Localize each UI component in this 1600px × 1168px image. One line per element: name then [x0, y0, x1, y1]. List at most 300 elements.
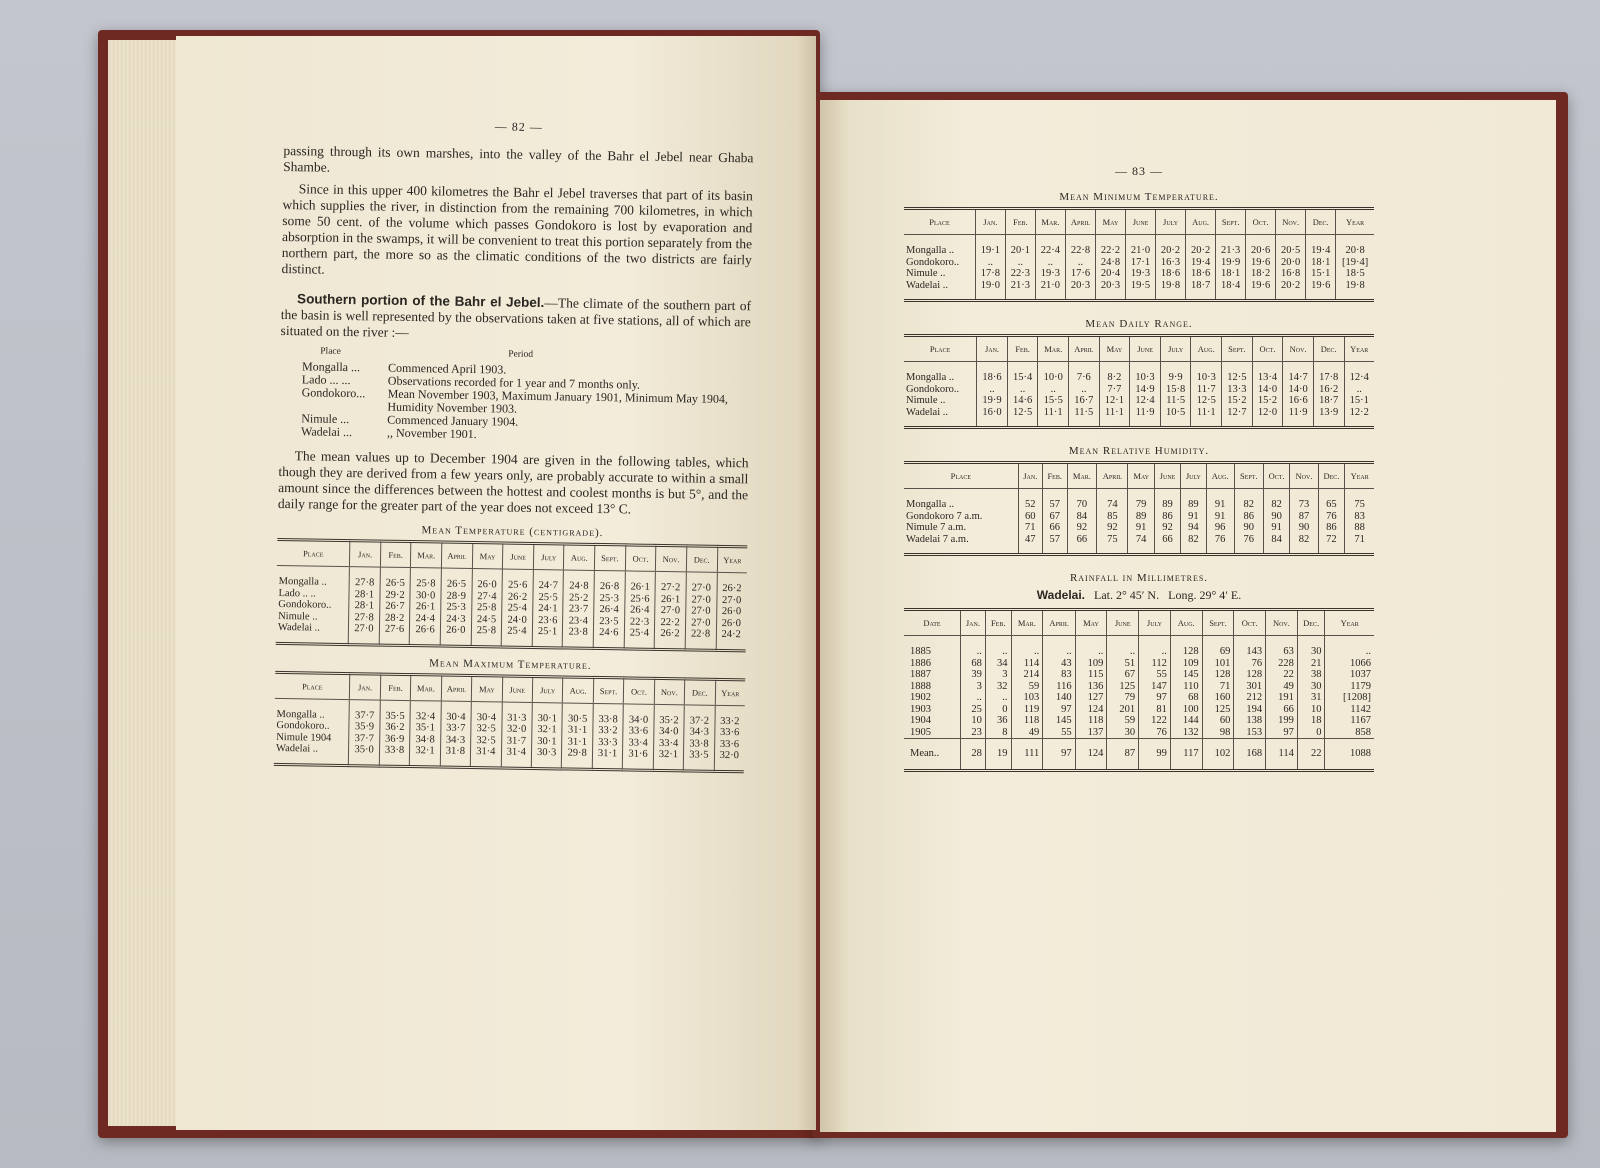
table-cell: ..	[977, 384, 1008, 396]
page-number-left: — 82 —	[494, 119, 543, 135]
table-cell: 0	[985, 704, 1011, 716]
column-header: April	[1097, 463, 1128, 489]
table-cell: 28	[960, 739, 985, 771]
table-cell: 111	[1011, 739, 1043, 771]
table-cell: 32·4	[410, 700, 441, 722]
rainfall-table	[904, 608, 1374, 772]
table-cell: 110	[1170, 681, 1202, 693]
table-cell: 140	[1043, 692, 1075, 704]
table-cell: 17·8	[975, 268, 1005, 280]
table-cell: 35·2	[654, 704, 685, 726]
column-header: Dec.	[1313, 336, 1344, 362]
table-cell: 136	[1075, 681, 1107, 693]
table-cell: 71	[1202, 681, 1234, 693]
table-cell: 88	[1345, 522, 1374, 534]
table-cell: 143	[1234, 636, 1266, 658]
table-cell: 26·0	[716, 606, 746, 618]
table-cell: 12·1	[1099, 395, 1130, 407]
table-cell: 33·8	[379, 745, 410, 766]
table-cell: 33·6	[623, 725, 654, 737]
row-label: 1887	[910, 669, 931, 680]
column-header: Jan.	[350, 541, 381, 567]
table-cell: 19·6	[1246, 257, 1276, 269]
column-header: Mar.	[1035, 209, 1065, 235]
table-cell: 20·2	[1156, 235, 1186, 257]
table-cell: 85	[1097, 511, 1128, 523]
table-cell: 145	[1170, 669, 1202, 681]
table-cell: 12·5	[1222, 362, 1253, 384]
row-label: 1905	[910, 726, 931, 738]
table-cell: 27·8	[349, 612, 380, 624]
table-cell: 12·0	[1252, 407, 1283, 428]
column-header: June	[1126, 209, 1156, 235]
station-period: Commenced January 1904.	[387, 412, 519, 429]
row-label: Mongalla ..	[906, 372, 955, 383]
table-cell: 90	[1234, 522, 1263, 534]
table-cell: 24·7	[533, 569, 564, 591]
table-cell: 125	[1107, 681, 1139, 693]
table-cell: 20·8	[1336, 235, 1374, 257]
station-name: Nimule ...	[301, 411, 350, 427]
table-cell: [19·4]	[1336, 257, 1374, 269]
table-cell: 1088	[1325, 739, 1374, 771]
table-cell: 128	[1234, 669, 1266, 681]
column-header: Oct.	[1246, 209, 1276, 235]
table-cell: 22·3	[624, 616, 655, 628]
column-header: July	[1160, 336, 1191, 362]
table-cell: 25·3	[441, 602, 472, 614]
station-name: Lado ... ...	[301, 372, 351, 388]
table-cell: 30·5	[562, 702, 593, 724]
column-header: Place	[275, 672, 350, 699]
table-cell: 26·7	[380, 601, 411, 613]
table-cell: 31	[1297, 692, 1325, 704]
table-cell: 27·0	[686, 594, 717, 606]
table-cell: ..	[1038, 384, 1069, 396]
table-cell: 97	[1043, 739, 1075, 771]
table-cell: 119	[1011, 704, 1043, 716]
table-cell: ..	[1069, 384, 1100, 396]
table-cell: 94	[1181, 522, 1206, 534]
column-header: Feb.	[380, 674, 411, 700]
table-cell: 26·0	[440, 625, 471, 646]
table-cell: 301	[1234, 681, 1266, 693]
table-cell: 21·0	[1035, 280, 1065, 301]
column-header: May	[1099, 336, 1130, 362]
table-cell: 55	[1139, 669, 1171, 681]
table-cell: ..	[985, 692, 1011, 704]
column-header: Feb.	[1007, 336, 1038, 362]
rainfall-lat: Lat. 2° 45′ N.	[1094, 588, 1160, 602]
table-cell: 20·2	[1186, 235, 1216, 257]
table-cell: 25·1	[532, 626, 563, 647]
row-label: Gondokoro..	[906, 383, 960, 395]
table-cell: 19	[985, 739, 1011, 771]
table-cell: 59	[1011, 681, 1043, 693]
left-page-content	[274, 116, 754, 773]
table-cell: 153	[1234, 727, 1266, 739]
table-cell: 20·3	[1095, 280, 1125, 301]
column-header: Jan.	[975, 209, 1005, 235]
mean-row	[904, 739, 1374, 771]
column-header: Nov.	[656, 545, 687, 571]
left-page	[176, 36, 816, 1130]
table-cell: 28·2	[379, 612, 410, 624]
table-cell: 118	[1075, 715, 1107, 727]
table-cell: 12·4	[1344, 362, 1374, 384]
rainfall-location	[904, 588, 1374, 603]
table-cell: 11·1	[1191, 407, 1222, 428]
column-header: Place	[904, 336, 977, 362]
row-label: 1902	[910, 692, 931, 703]
table-cell: 20·3	[1065, 280, 1095, 301]
column-header: Sept.	[594, 544, 625, 570]
column-header: May	[472, 543, 503, 569]
paragraph-1: passing through its own marshes, into the valley of the Bahr el Jebel near Ghaba Shambe.	[283, 142, 754, 175]
table-cell: 24·2	[716, 629, 746, 650]
table-cell: 86	[1318, 522, 1345, 534]
column-header: Place	[904, 209, 975, 235]
table-cell: 67	[1107, 669, 1139, 681]
table-cell: 34·0	[654, 726, 685, 738]
table-cell: 33·3	[592, 736, 623, 748]
station-name: Mongalla ...	[301, 359, 361, 375]
column-header: Nov.	[1283, 336, 1314, 362]
table-cell: 36·9	[379, 733, 410, 745]
table-cell: 116	[1043, 681, 1075, 693]
rainfall-station: Wadelai.	[1036, 588, 1086, 602]
table-row	[904, 522, 1374, 534]
table-cell: 47	[1018, 534, 1042, 555]
min-temp-table	[904, 207, 1374, 302]
column-header: Year	[1325, 610, 1374, 636]
table-cell: 26·0	[716, 617, 746, 629]
table-cell: 89	[1181, 489, 1206, 511]
table-row	[904, 407, 1374, 428]
table-row	[904, 511, 1374, 523]
table-cell: 34·3	[684, 726, 715, 738]
table-cell: 15·2	[1222, 395, 1253, 407]
table-cell: ..	[1005, 257, 1035, 269]
table-cell: 18·6	[1186, 268, 1216, 280]
column-header: April	[1043, 610, 1075, 636]
table-cell: 18·6	[1156, 268, 1186, 280]
table-cell: 8·2	[1099, 362, 1130, 384]
table-cell: 23·4	[563, 615, 594, 627]
table-cell: 24·1	[533, 603, 564, 615]
table-cell: 70	[1067, 489, 1097, 511]
table-cell: 91	[1128, 522, 1154, 534]
table-cell: 19·4	[1306, 235, 1336, 257]
table-cell: 15·2	[1252, 395, 1283, 407]
table-header-row	[904, 336, 1374, 362]
table-row	[904, 489, 1374, 511]
table-cell: ..	[1139, 636, 1171, 658]
table-cell: 16·6	[1283, 395, 1314, 407]
table-cell: 1167	[1325, 715, 1374, 727]
row-label: 1886	[910, 657, 931, 669]
table-cell: 27·0	[686, 572, 717, 594]
column-header: Nov.	[1290, 463, 1318, 489]
table-cell: 27·4	[472, 591, 503, 603]
table-cell: 79	[1107, 692, 1139, 704]
right-page-content	[904, 164, 1374, 772]
table-cell: ..	[1325, 636, 1374, 658]
table-cell: 16·0	[977, 407, 1008, 428]
table-cell: 87	[1290, 511, 1318, 523]
table-cell: 1037	[1325, 669, 1374, 681]
table-cell: 39	[960, 669, 985, 681]
table-cell: 10·5	[1160, 407, 1191, 428]
table-cell: 15·5	[1038, 395, 1069, 407]
column-header: Date	[904, 610, 960, 636]
table-cell: 82	[1234, 489, 1263, 511]
table-cell: 89	[1154, 489, 1180, 511]
column-header: Dec.	[1306, 209, 1336, 235]
table-cell: 16·2	[1313, 384, 1344, 396]
table-cell: 75	[1345, 489, 1374, 511]
table-cell: 33·4	[623, 737, 654, 749]
station-period: Observations recorded for 1 year and 7 months only.	[387, 373, 641, 392]
table-cell: 25·6	[502, 569, 533, 591]
table-cell: 10·3	[1130, 362, 1161, 384]
table-cell: 12·7	[1222, 407, 1253, 428]
table-cell: 31·1	[562, 724, 593, 736]
table-cell: 25·3	[594, 592, 625, 604]
table-cell: 86	[1154, 511, 1180, 523]
table-cell: 83	[1043, 669, 1075, 681]
column-header: Dec.	[1318, 463, 1345, 489]
table-cell: 81	[1139, 704, 1171, 716]
column-header: April	[441, 542, 472, 568]
column-header: June	[1154, 463, 1180, 489]
table-cell: 82	[1263, 489, 1290, 511]
column-header: Jan.	[960, 610, 985, 636]
table-cell: 21·3	[1005, 280, 1035, 301]
table-cell: 33·2	[593, 725, 624, 737]
table-cell: 79	[1128, 489, 1154, 511]
table-row	[904, 534, 1374, 555]
table-cell: 33·7	[440, 723, 471, 735]
table-cell: 66	[1154, 534, 1180, 555]
table-cell: 35·9	[349, 721, 380, 733]
table-cell: 26·4	[624, 604, 655, 616]
table-cell: 73	[1290, 489, 1318, 511]
table-cell: 76	[1139, 727, 1171, 739]
table-cell: 97	[1139, 692, 1171, 704]
column-header: Aug.	[1186, 209, 1216, 235]
table-cell: 31·1	[592, 748, 623, 769]
column-header: Mar.	[1038, 336, 1069, 362]
column-header: Place	[277, 539, 350, 566]
column-header: Year	[715, 679, 745, 705]
table-cell: 12·5	[1191, 395, 1222, 407]
table-cell: 25·8	[471, 602, 502, 614]
table-cell: 17·8	[1313, 362, 1344, 384]
table-cell: 109	[1075, 658, 1107, 670]
stations-list	[279, 345, 750, 445]
column-header: Sept.	[1234, 463, 1263, 489]
table-cell: 27·0	[686, 605, 717, 617]
column-header: Year	[1344, 336, 1374, 362]
table-cell: 31·3	[502, 701, 533, 723]
table-cell: ..	[1344, 384, 1374, 396]
table-cell: 30·0	[410, 590, 441, 602]
table-cell: 19·0	[975, 280, 1005, 301]
table-cell: 14·9	[1130, 384, 1161, 396]
table-cell: 20·0	[1276, 257, 1306, 269]
table-cell: 32·0	[714, 750, 744, 771]
row-label: 1888	[910, 680, 931, 692]
table-cell: 112	[1139, 658, 1171, 670]
station-period: ,, November 1901.	[386, 425, 477, 442]
table-cell: 18·7	[1313, 395, 1344, 407]
station-name: Gondokoro...	[301, 385, 366, 401]
row-label: Gondokoro 7 a.m.	[906, 510, 983, 522]
table-cell: 33·6	[714, 738, 744, 750]
table-row	[904, 658, 1374, 670]
row-label: Nimule ..	[906, 395, 946, 406]
column-header: Sept.	[593, 677, 624, 703]
table-cell: ..	[1035, 257, 1065, 269]
column-header: Oct.	[1234, 610, 1266, 636]
table-cell: 32·1	[410, 745, 441, 766]
table-cell: 25·6	[625, 593, 656, 605]
table-cell: 22·2	[1095, 235, 1125, 257]
table-cell: 122	[1139, 715, 1171, 727]
table-cell: 35·0	[349, 744, 380, 765]
table-cell: 15·1	[1344, 395, 1374, 407]
table-cell: 26·5	[380, 567, 411, 589]
table-row	[904, 681, 1374, 693]
table-cell: 117	[1170, 739, 1202, 771]
row-label: Wadelai ..	[906, 406, 949, 418]
table-cell: 69	[1202, 636, 1234, 658]
column-header: July	[532, 676, 563, 702]
table-cell: 26·4	[594, 604, 625, 616]
table-cell: 1066	[1325, 658, 1374, 670]
daily-range-table	[904, 334, 1374, 429]
column-header: July	[1181, 463, 1206, 489]
column-header: June	[503, 543, 534, 569]
table-cell: 37·2	[684, 704, 715, 726]
table-cell: 34	[985, 658, 1011, 670]
table-row	[904, 280, 1374, 301]
table-cell: 19·9	[1216, 257, 1246, 269]
table-cell: 21·3	[1216, 235, 1246, 257]
table-cell: 33·4	[653, 737, 684, 749]
table-row	[904, 727, 1374, 739]
table-cell: 32·5	[471, 735, 502, 747]
table-cell: 51	[1107, 658, 1139, 670]
table-cell: 27·8	[349, 567, 380, 589]
table-cell: 12·5	[1007, 407, 1038, 428]
column-header: July	[1139, 610, 1171, 636]
table-cell: 22·4	[1035, 235, 1065, 257]
table-cell: 27·2	[655, 571, 686, 593]
table-cell: 145	[1043, 715, 1075, 727]
table-cell: 7·6	[1069, 362, 1100, 384]
table-row	[904, 669, 1374, 681]
row-label: Wadelai ..	[906, 279, 949, 291]
table-cell: 11·5	[1069, 407, 1100, 428]
table-cell: 29·8	[562, 747, 593, 768]
row-label: Mongalla ..	[278, 575, 327, 588]
table-cell: 20·6	[1246, 235, 1276, 257]
column-header: Oct.	[624, 677, 655, 703]
column-header: June	[1130, 336, 1161, 362]
table-cell: 25·8	[410, 568, 441, 590]
column-header: July	[533, 543, 564, 569]
table-cell: 18·1	[1306, 257, 1336, 269]
table-cell: 15·8	[1160, 384, 1191, 396]
table-cell: 1142	[1325, 704, 1374, 716]
table-cell: 26·2	[654, 628, 685, 649]
table-cell: 83	[1345, 511, 1374, 523]
table-cell: 3	[985, 669, 1011, 681]
table-cell: 82	[1290, 534, 1318, 555]
table-cell: 25·5	[533, 591, 564, 603]
table-cell: 57	[1042, 534, 1067, 555]
column-header: Dec.	[684, 678, 715, 704]
table-cell: 33·2	[715, 705, 745, 727]
table-cell: ..	[1075, 636, 1107, 658]
table-cell: 71	[1345, 534, 1374, 555]
table-cell: ..	[1043, 636, 1075, 658]
table-cell: 74	[1097, 489, 1128, 511]
section-heading: Southern portion of the Bahr el Jebel.	[297, 291, 545, 311]
table-cell: 14·6	[1007, 395, 1038, 407]
table-cell: 24·6	[593, 627, 624, 648]
table-header-row	[904, 209, 1374, 235]
table-cell: 22·8	[1065, 235, 1095, 257]
table-cell: 28·1	[349, 600, 380, 612]
table-cell: 1179	[1325, 681, 1374, 693]
table-cell: 99	[1139, 739, 1171, 771]
table-cell: 26·2	[502, 591, 533, 603]
table-cell: 74	[1128, 534, 1154, 555]
table-cell: 82	[1181, 534, 1206, 555]
table-cell: 101	[1202, 658, 1234, 670]
mean-temp-table	[276, 538, 748, 652]
table-cell: 20·4	[1095, 268, 1125, 280]
table-cell: 57	[1042, 489, 1067, 511]
column-header: Feb.	[1042, 463, 1067, 489]
table-cell: 7·7	[1099, 384, 1130, 396]
table-cell: 20·5	[1276, 235, 1306, 257]
table-cell: 32·5	[471, 723, 502, 735]
table-cell: 20·2	[1276, 280, 1306, 301]
humidity-table	[904, 461, 1374, 556]
table-cell: 26·1	[625, 571, 656, 593]
column-header: Jan.	[1018, 463, 1042, 489]
table-cell: 26·5	[441, 568, 472, 590]
table-cell: 23·8	[563, 626, 594, 647]
table-cell: 86	[1234, 511, 1263, 523]
column-header: Mar.	[1067, 463, 1097, 489]
table-cell: 26·6	[410, 624, 441, 645]
table-cell: 10·0	[1038, 362, 1069, 384]
table-cell: 25·8	[471, 625, 502, 646]
max-temp-table	[274, 670, 745, 772]
table-cell: 91	[1206, 511, 1234, 523]
table-cell: 21	[1297, 658, 1325, 670]
table-cell: 90	[1290, 522, 1318, 534]
table-cell: 29·2	[380, 589, 411, 601]
column-header: Mar.	[411, 542, 442, 568]
table-cell: 97	[1043, 704, 1075, 716]
table-cell: 132	[1170, 727, 1202, 739]
